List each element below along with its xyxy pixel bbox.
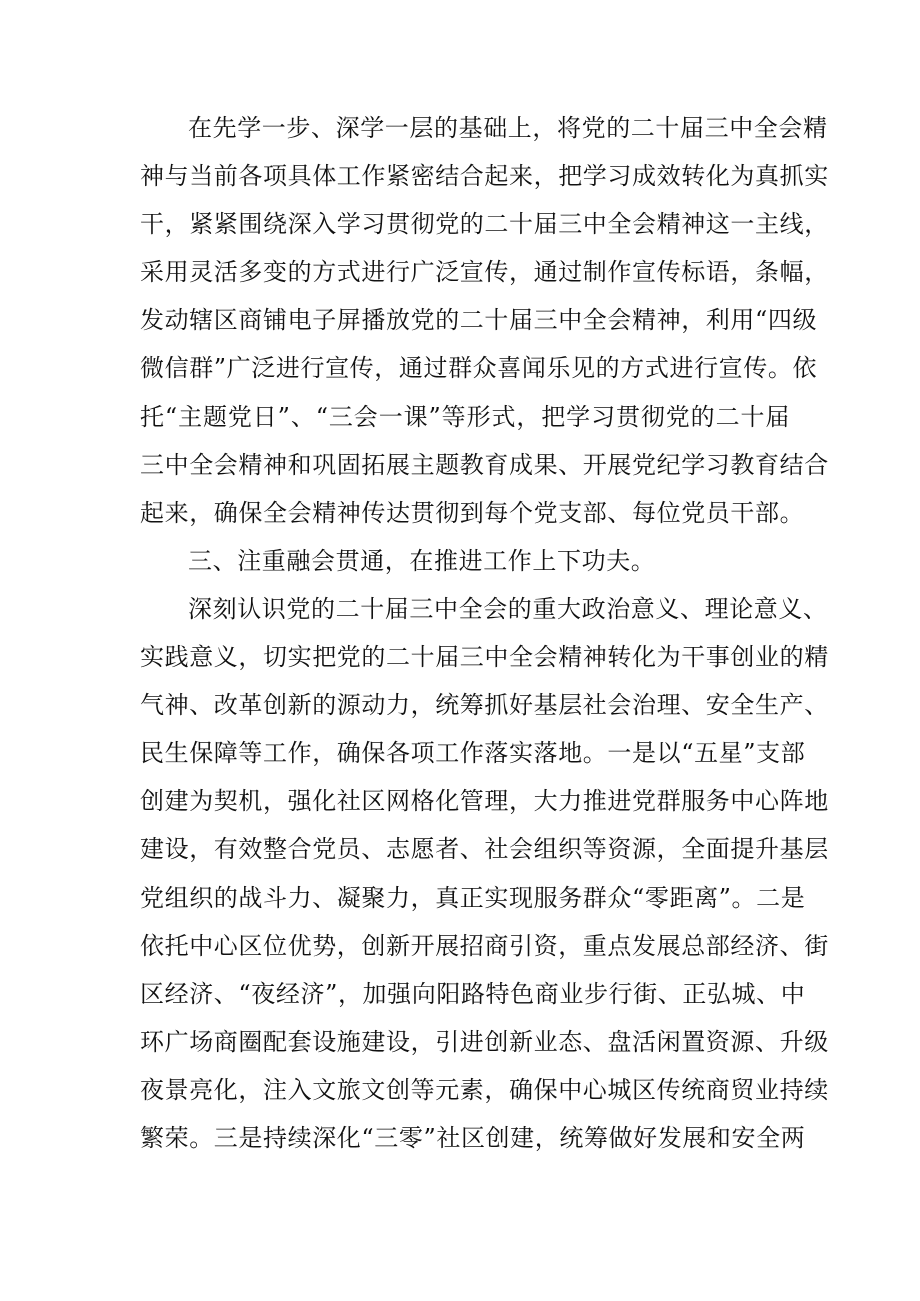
paragraph-1-line-3: 干，紧紧围绕深入学习贯彻党的二十届三中全会精神这一主线， xyxy=(140,210,829,239)
paragraph-1-line-8: 三中全会精神和巩固拓展主题教育成果、开展党纪学习教育结合 xyxy=(140,450,829,479)
paragraph-1-line-9: 起来，确保全会精神传达贯彻到每个党支部、每位党员干部。 xyxy=(140,498,805,527)
paragraph-2-line-11: 夜景亮化，注入文旅文创等元素，确保中心城区传统商贸业持续 xyxy=(140,1075,829,1104)
paragraph-2-line-7: 党组织的战斗力、凝聚力，真正实现服务群众“零距离”。二是 xyxy=(140,883,806,912)
paragraph-1-line-2: 神与当前各项具体工作紧密结合起来，把学习成效转化为真抓实 xyxy=(140,162,829,191)
section-heading: 三、注重融会贯通，在推进工作上下功夫。 xyxy=(188,546,656,575)
paragraph-2-line-12: 繁荣。三是持续深化“三零”社区创建，统筹做好发展和安全两 xyxy=(140,1123,806,1152)
paragraph-1-line-7: 托“主题党日”、“三会一课”等形式，把学习贯彻党的二十届 xyxy=(140,402,790,431)
paragraph-2-line-5: 创建为契机，强化社区网格化管理，大力推进党群服务中心阵地 xyxy=(140,787,829,816)
paragraph-2-line-9: 区经济、“夜经济”，加强向阳路特色商业步行街、正弘城、中 xyxy=(140,979,806,1008)
paragraph-2-line-8: 依托中心区位优势，创新开展招商引资，重点发展总部经济、街 xyxy=(140,931,829,960)
paragraph-1-line-1: 在先学一步、深学一层的基础上，将党的二十届三中全会精 xyxy=(188,114,828,142)
paragraph-2-line-4: 民生保障等工作，确保各项工作落实落地。一是以“五星”支部 xyxy=(140,739,806,768)
paragraph-2-line-3: 气神、改革创新的源动力，统筹抓好基层社会治理、安全生产、 xyxy=(140,691,829,720)
paragraph-2-line-6: 建设，有效整合党员、志愿者、社会组织等资源，全面提升基层 xyxy=(140,835,829,864)
paragraph-1-line-4: 采用灵活多变的方式进行广泛宣传，通过制作宣传标语，条幅， xyxy=(140,258,829,287)
document-body xyxy=(140,104,829,1162)
paragraph-2-line-10: 环广场商圈配套设施建设，引进创新业态、盘活闲置资源、升级 xyxy=(140,1027,829,1056)
paragraph-2-line-2: 实践意义，切实把党的二十届三中全会精神转化为干事创业的精 xyxy=(140,643,829,672)
paragraph-2-line-1: 深刻认识党的二十届三中全会的重大政治意义、理论意义、 xyxy=(188,594,828,623)
paragraph-1-line-5: 发动辖区商铺电子屏播放党的二十届三中全会精神，利用“四级 xyxy=(140,306,818,335)
paragraph-1-line-6: 微信群”广泛进行宣传，通过群众喜闻乐见的方式进行宣传。依 xyxy=(140,354,818,383)
